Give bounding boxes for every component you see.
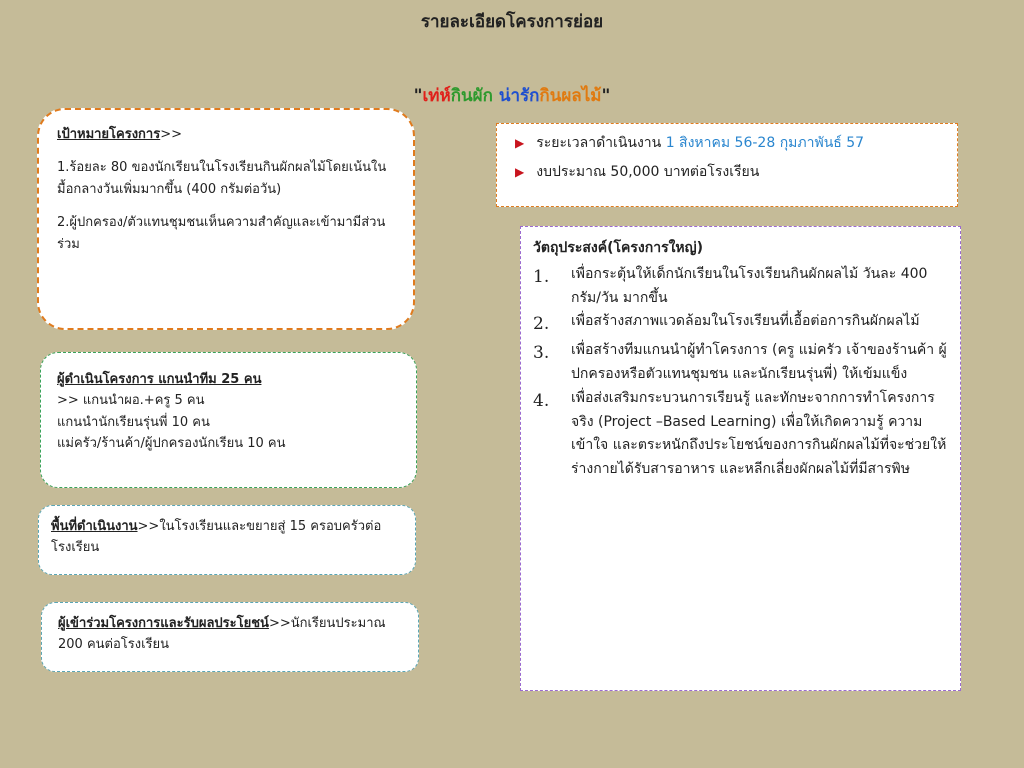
list-number: 3. [533,343,550,364]
info-box [496,123,958,207]
slogan-part-2: กินผัก [450,86,493,106]
goal-box [37,108,415,330]
slogan [0,82,1024,109]
list-number: 2. [533,314,550,335]
list-item [533,339,948,387]
participant-text: >>นักเรียนประมาณ 200 คนต่อโรงเรียน [58,616,386,653]
list-text: เพื่อสร้างทีมแกนนำผู้ทำโครงการ (ครู แม่ครัว เจ้าของร้านค้า ผู้ปกครองหรือตัวแทนชุมชน และนักเรียนรุ่นพี่) ให้เข้มแข็ง [571,342,947,383]
participant-heading: ผู้เข้าร่วมโครงการและรับผลประโยชน์ [58,616,269,631]
area-heading: พื้นที่ดำเนินงาน [51,519,138,534]
list-item [533,310,948,339]
participant-box [41,602,419,672]
triangle-right-icon: ▶ [515,164,525,179]
objective-box [520,226,961,691]
operator-heading: ผู้ดำเนินโครงการ แกนนำทีม 25 คน [57,372,262,387]
list-text: เพื่อกระตุ้นให้เด็กนักเรียนในโรงเรียนกินผักผลไม้ วันละ 400 กรัม/วัน มากขึ้น [571,265,928,306]
goal-item-2: 2.ผู้ปกครอง/ตัวแทนชุมชนเห็นความสำคัญและเข้ามามีส่วนร่วม [57,215,386,252]
goal-heading-suffix: >> [160,127,183,142]
slogan-part-3: น่ารัก [498,86,540,106]
operator-line-3: แม่ครัว/ร้านค้า/ผู้ปกครองนักเรียน 10 คน [57,436,286,452]
objective-list [533,263,948,482]
list-number: 4. [533,390,550,411]
operator-line-2: แกนนำนักเรียนรุ่นพี่ 10 คน [57,414,210,430]
slogan-close-quote: " [601,86,611,106]
list-text: เพื่อส่งเสริมกระบวนการเรียนรู้ และทักษะจากการทำโครงการจริง (Project –Based Learning) เพื่อให้เกิดความรู้ ความเข้าใจ และตระหนักถึงประโยชน์ของการกินผักผลไม้ที่จะช่วยให้ร่างกายได้รับสารอาหาร และหลีกเลี่ยงผักผลไม้ที่มีสารพิษ [571,389,947,478]
goal-heading: เป้าหมายโครงการ [57,127,161,142]
list-item [533,387,948,482]
slogan-part-4: กินผลไม้ [539,86,602,106]
duration-value: 1 สิงหาคม 56-28 กุมภาพันธ์ 57 [665,135,865,151]
list-number: 1. [533,266,550,287]
list-item [533,263,948,311]
area-box [38,505,416,575]
operator-line-1: >> แกนนำผอ.+ครู 5 คน [57,393,205,409]
operator-box [40,352,417,488]
slogan-part-1: เท่ห์ [422,86,451,106]
triangle-right-icon: ▶ [515,135,525,150]
budget-text: งบประมาณ 50,000 บาทต่อโรงเรียน [536,164,760,181]
objective-heading: วัตถุประสงค์(โครงการใหญ่) [533,240,703,256]
duration-label: ระยะเวลาดำเนินงาน [536,135,666,151]
area-text: >>ในโรงเรียนและขยายสู่ 15 ครอบครัวต่อโรงเรียน [51,519,382,556]
goal-item-1: 1.ร้อยละ 80 ของนักเรียนในโรงเรียนกินผักผลไม้โดยเน้นในมื้อกลางวันเพิ่มมากขึ้น (400 กรัมต่อวัน) [57,160,387,197]
slogan-open-quote: " [413,86,423,106]
page-title: รายละเอียดโครงการย่อย [420,12,604,32]
list-text: เพื่อสร้างสภาพแวดล้อมในโรงเรียนที่เอื้อต่อการกินผักผลไม้ [571,313,920,330]
